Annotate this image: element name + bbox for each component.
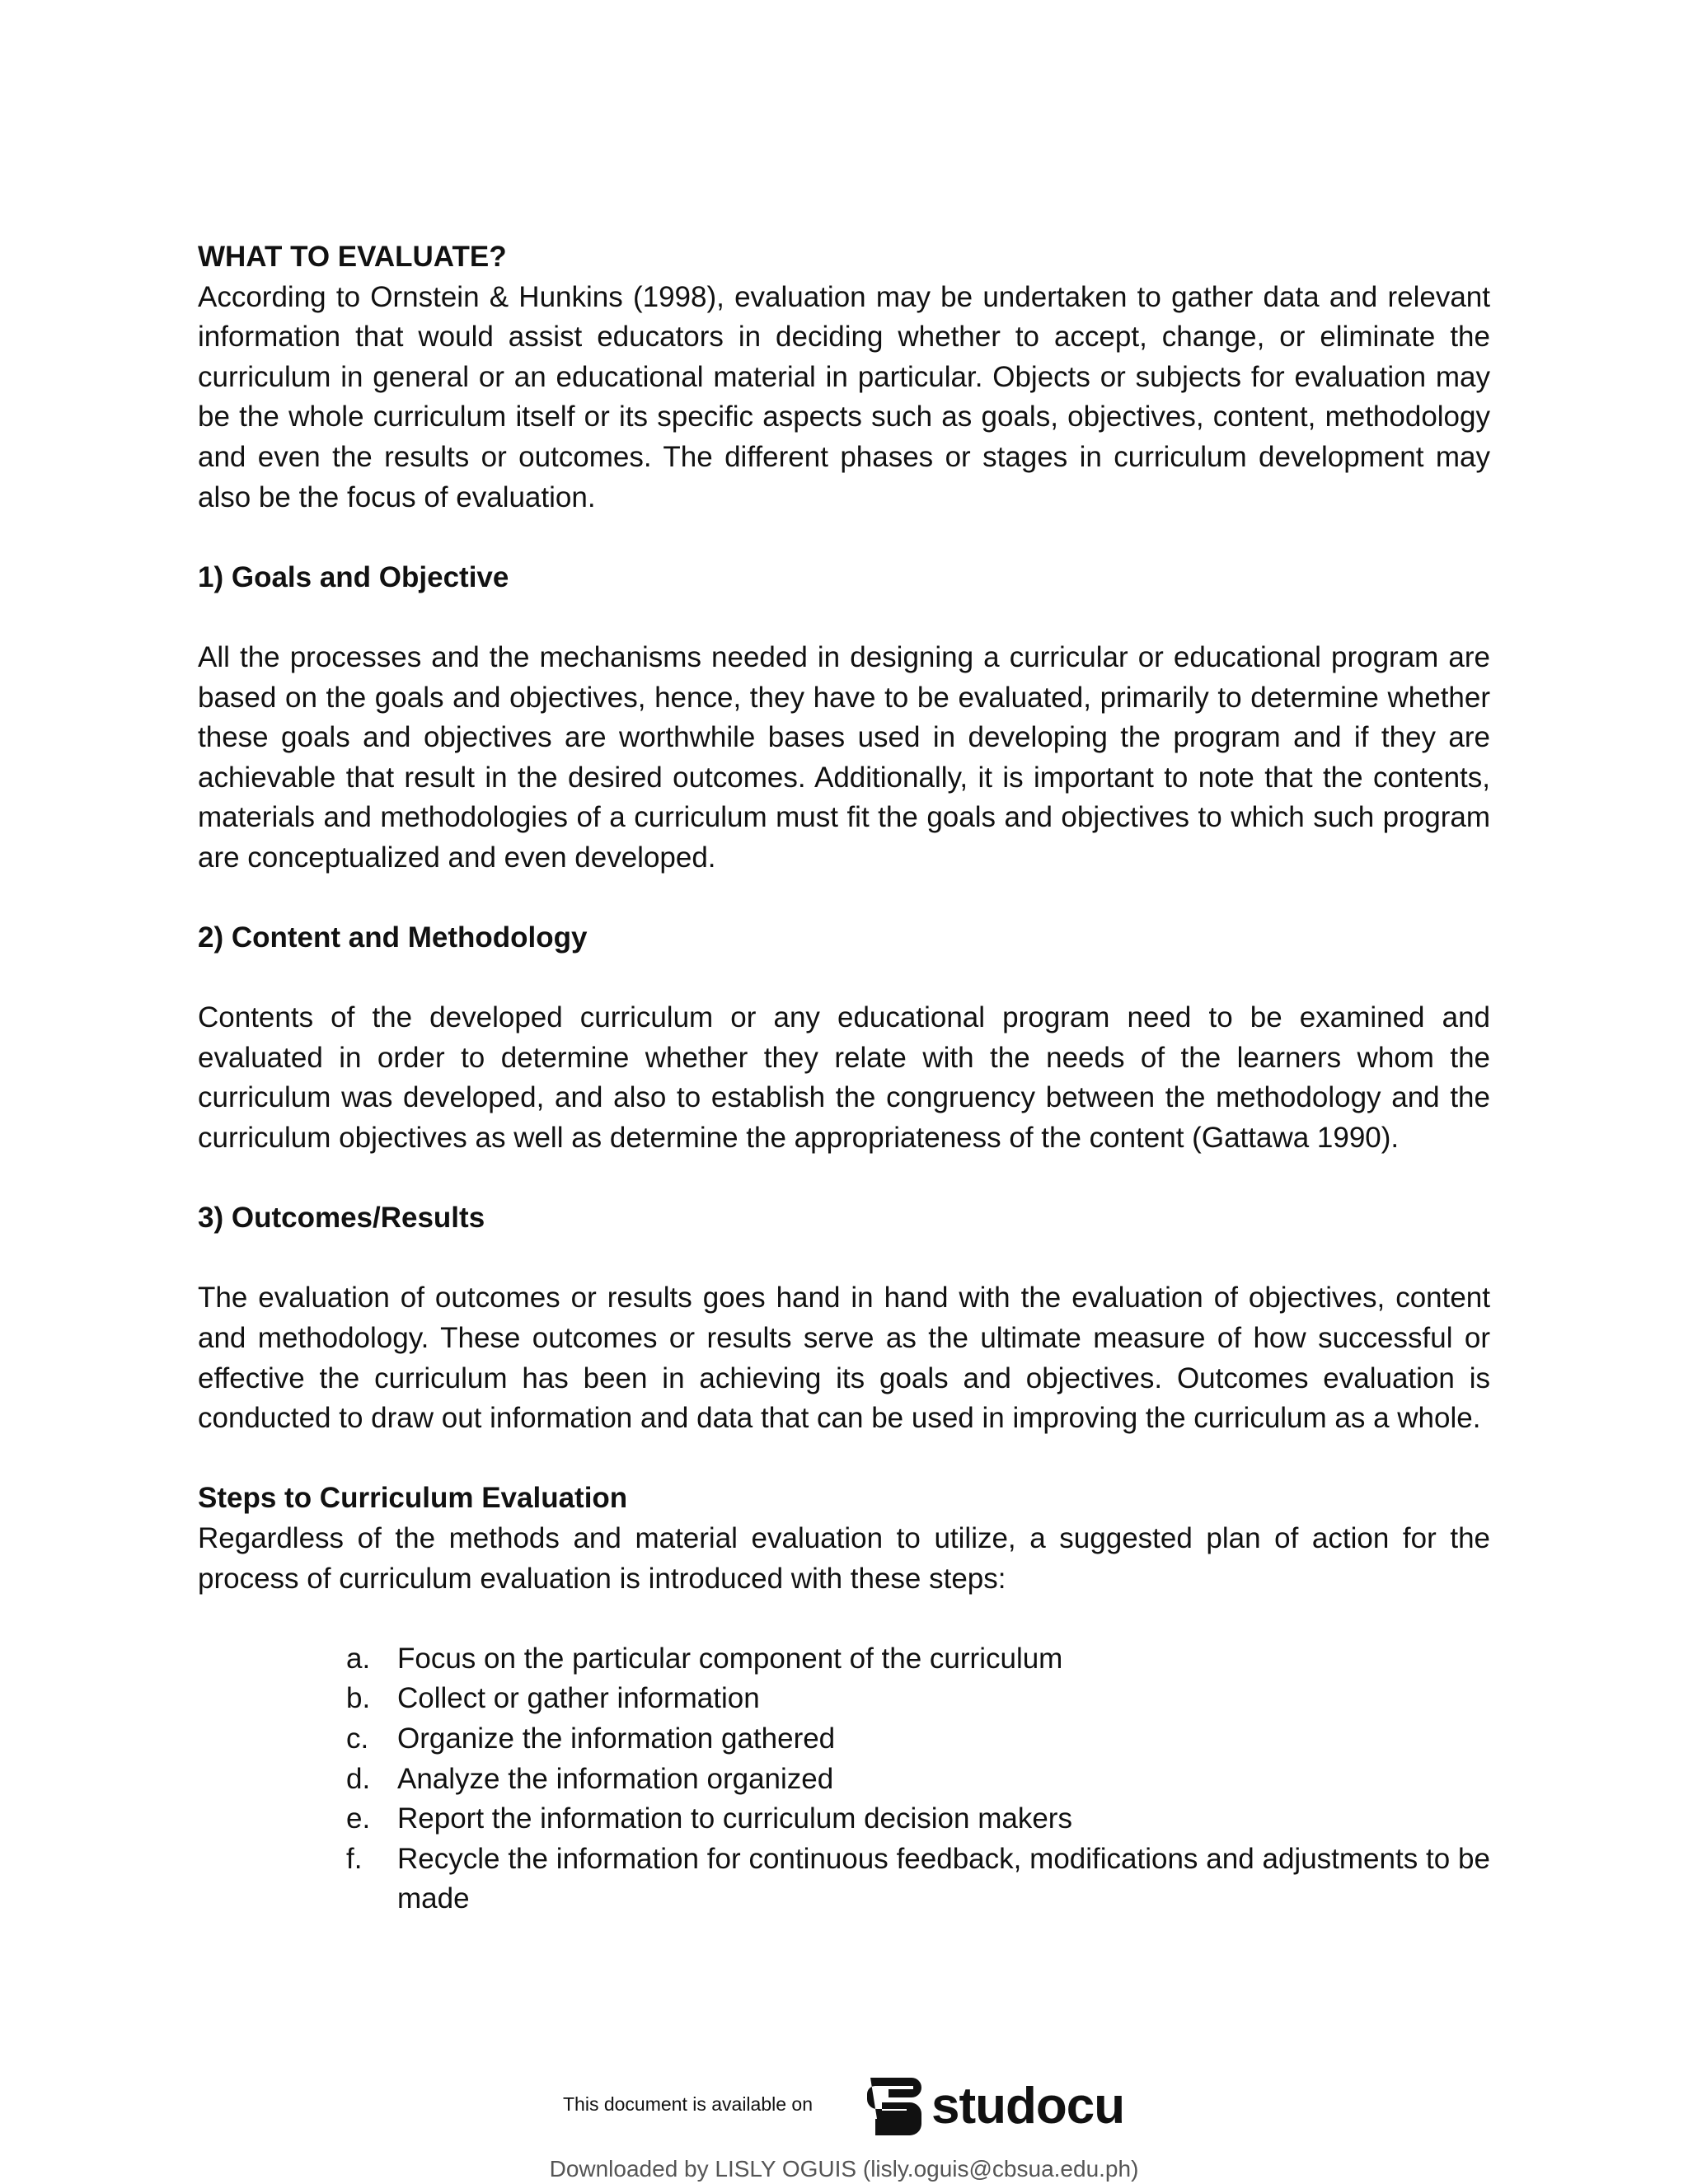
- studocu-logo[interactable]: [864, 2073, 1124, 2139]
- list-marker: f.: [346, 1842, 363, 1875]
- section-heading-content: 2) Content and Methodology: [198, 921, 588, 954]
- availability-text: This document is available on: [563, 2093, 813, 2115]
- list-item: [346, 1719, 1490, 1760]
- spacer: [198, 879, 1490, 919]
- list-item: [346, 1799, 1490, 1840]
- list-marker: d.: [346, 1762, 371, 1795]
- list-item: [346, 1639, 1490, 1680]
- section-body-goals: All the processes and the mechanisms needed in designing a curricular or educational program are based on the goals and objectives, hence, they have to be evaluated, primarily to determine whether these goals and objectives are worthwhile bases used in developing the program and if they are achievable that result in the desired outcomes. Additionally, it is important to note that the contents, materials and methodologies of a curriculum must fit the goals and objectives to which such program are conceptualized and even developed.: [198, 640, 1490, 874]
- list-item-text: Collect or gather information: [397, 1682, 760, 1715]
- section-heading-goals: 1) Goals and Objective: [198, 560, 509, 593]
- page-footer: [0, 2060, 1688, 2184]
- section-heading-outcomes: 3) Outcomes/Results: [198, 1202, 485, 1235]
- list-item-text: Recycle the information for continuous feedback, modifications and adjustments to be made: [397, 1842, 1490, 1915]
- spacer: [198, 1599, 1490, 1639]
- list-marker: c.: [346, 1722, 369, 1755]
- section-body-outcomes: The evaluation of outcomes or results goes hand in hand with the evaluation of objectives, content and methodology. These outcomes or results serve as the ultimate measure of how successful or effective the curriculum has been in achieving its goals and objectives. Outcomes evaluation is conducted to draw out information and data that can be used in improving the curriculum as a whole.: [198, 1282, 1490, 1435]
- section-body-content: Contents of the developed curriculum or any educational program need to be examined and evaluated in order to determine whether they relate with the needs of the learners whom the curriculum was developed, and also to establish the congruency between the methodology and the curriculum objectives as well as determine the appropriateness of the content (Gattawa 1990).: [198, 1001, 1490, 1155]
- spacer: [198, 518, 1490, 558]
- list-item-text: Report the information to curriculum decision makers: [397, 1802, 1072, 1835]
- list-item: [346, 1679, 1490, 1719]
- document-page: [198, 237, 1490, 1919]
- section-heading-what-to-evaluate: WHAT TO EVALUATE?: [198, 241, 507, 273]
- spacer: [198, 1239, 1490, 1279]
- list-marker: a.: [346, 1642, 371, 1675]
- section-heading-steps: Steps to Curriculum Evaluation: [198, 1482, 628, 1515]
- studocu-logo-icon: [864, 2073, 925, 2139]
- section-body-what-to-evaluate: According to Ornstein & Hunkins (1998), evaluation may be undertaken to gather data and relevant information that would assist educators in deciding whether to accept, change, or eliminate the curriculum in general or an educational material in particular. Objects or subjects for evaluation may be the whole curriculum itself or its specific aspects such as goals, objectives, content, methodology and even the results or outcomes. The different phases or stages in curriculum development may also be the focus of evaluation.: [198, 280, 1490, 513]
- download-attribution: Downloaded by LISLY OGUIS (lisly.oguis@cbsua.edu.ph): [549, 2156, 1139, 2182]
- spacer: [198, 958, 1490, 999]
- studocu-brand: studocu: [931, 2077, 1125, 2135]
- list-item-text: Organize the information gathered: [397, 1722, 836, 1755]
- list-marker: e.: [346, 1802, 371, 1835]
- spacer: [198, 1439, 1490, 1479]
- list-marker: b.: [346, 1682, 371, 1715]
- spacer: [198, 598, 1490, 638]
- section-body-steps: Regardless of the methods and material evaluation to utilize, a suggested plan of action for the process of curriculum evaluation is introduced with these steps:: [198, 1522, 1490, 1595]
- steps-list: [198, 1639, 1490, 1919]
- spacer: [198, 1159, 1490, 1199]
- list-item: [346, 1840, 1490, 1919]
- list-item: [346, 1760, 1490, 1800]
- list-item-text: Focus on the particular component of the curriculum: [397, 1642, 1063, 1675]
- list-item-text: Analyze the information organized: [397, 1762, 834, 1795]
